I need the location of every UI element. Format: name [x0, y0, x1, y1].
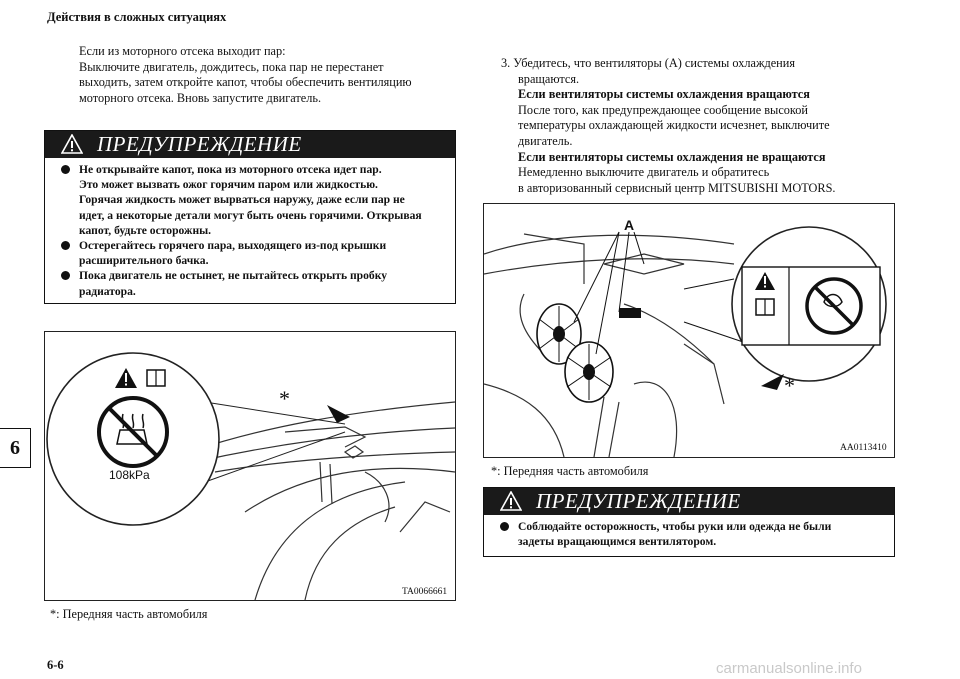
cooling-fans-illustration — [484, 204, 894, 457]
front-star-marker: * — [784, 373, 795, 398]
cooling-fan-icon — [565, 342, 613, 402]
page-header-title: Действия в сложных ситуациях — [47, 10, 227, 24]
fan-location-marker — [619, 308, 641, 318]
step-line: Если вентиляторы системы охлаждения вращаются — [518, 87, 810, 102]
figure-code: AA0113410 — [840, 443, 887, 453]
warning-item — [59, 238, 445, 268]
warning-item — [498, 519, 884, 549]
callout-circle — [47, 353, 219, 525]
intro-line: Выключите двигатель, дождитесь, пока пар не перестанет — [79, 59, 384, 74]
warning-triangle-icon — [500, 491, 522, 511]
warning-item — [59, 162, 445, 238]
right-warning-box — [483, 487, 895, 557]
step-line: 3. Убедитесь, что вентиляторы (A) системы охлаждения — [501, 56, 795, 70]
warning-line: Остерегайтесь горячего пара, выходящего из-под крышки — [79, 239, 387, 253]
warning-line: Горячая жидкость может вырваться наружу, даже если пар не — [79, 193, 405, 207]
bullet-icon — [500, 522, 509, 531]
step-line: вращаются. — [518, 71, 580, 86]
direction-arrow-icon — [761, 374, 784, 390]
warning-line: Соблюдайте осторожность, чтобы руки или одежда не были — [518, 520, 832, 533]
warning-line: Пока двигатель не остынет, не пытайтесь открыть пробку — [79, 269, 388, 283]
direction-arrow-icon — [327, 405, 350, 423]
step-line: Немедленно выключите двигатель и обратитесь — [518, 165, 770, 180]
warning-line: Не открывайте капот, пока из моторного отсека идет пар. — [79, 163, 382, 176]
page-number: 6-6 — [47, 658, 64, 672]
fan-warning-label — [742, 267, 880, 345]
warning-line: идет, а некоторые детали могут быть очень горячими. Открывая — [79, 208, 422, 222]
bullet-icon — [61, 165, 70, 174]
step-line: После того, как предупреждающее сообщение высокой — [518, 102, 809, 117]
bullet-icon — [61, 271, 70, 280]
intro-line: моторного отсека. Вновь запустите двигатель. — [79, 90, 322, 105]
pressure-label: 108kPa — [109, 468, 150, 482]
fan-label-a: A — [624, 217, 635, 233]
right-step-paragraph — [501, 56, 836, 196]
warning-line: капот, будьте осторожны. — [79, 223, 212, 237]
warning-line: задеты вращающимся вентилятором. — [518, 535, 717, 549]
step-line: Если вентиляторы системы охлаждения не вращаются — [518, 149, 826, 164]
bullet-icon — [61, 241, 70, 250]
step-line: температуры охлаждающей жидкости исчезнет, выключите — [518, 118, 830, 133]
intro-line: выходить, затем откройте капот, чтобы обеспечить вентиляцию — [79, 75, 412, 90]
chapter-tab — [0, 428, 31, 468]
warning-body — [484, 515, 894, 555]
left-intro-paragraph — [79, 44, 412, 106]
warning-item — [59, 268, 445, 298]
warning-title: ПРЕДУПРЕЖДЕНИЕ — [536, 489, 741, 513]
left-figure-caption: *: Передняя часть автомобиля — [50, 607, 208, 621]
step-line: двигатель. — [518, 133, 573, 148]
right-figure-caption: *: Передняя часть автомобиля — [491, 464, 649, 478]
warning-line: расширительного бачка. — [79, 254, 209, 268]
warning-line: Это может вызвать ожог горячим паром или жидкостью. — [79, 178, 378, 192]
right-figure-fans — [483, 203, 895, 458]
front-star-marker: * — [279, 386, 290, 411]
chapter-number: 6 — [10, 436, 20, 459]
left-figure-engine-bay — [44, 331, 456, 601]
warning-header — [484, 488, 894, 515]
warning-body — [45, 158, 455, 305]
warning-triangle-icon — [61, 134, 83, 154]
figure-code: TA0066661 — [402, 587, 448, 597]
intro-line: Если из моторного отсека выходит пар: — [79, 44, 286, 58]
warning-line: радиатора. — [79, 284, 136, 298]
warning-title: ПРЕДУПРЕЖДЕНИЕ — [97, 132, 302, 156]
step-line: в авторизованный сервисный центр MITSUBISHI MOTORS. — [518, 180, 836, 195]
engine-bay-illustration — [45, 332, 455, 600]
left-warning-box — [44, 130, 456, 304]
warning-header — [45, 131, 455, 158]
watermark: carmanualsonline.info — [716, 660, 862, 677]
